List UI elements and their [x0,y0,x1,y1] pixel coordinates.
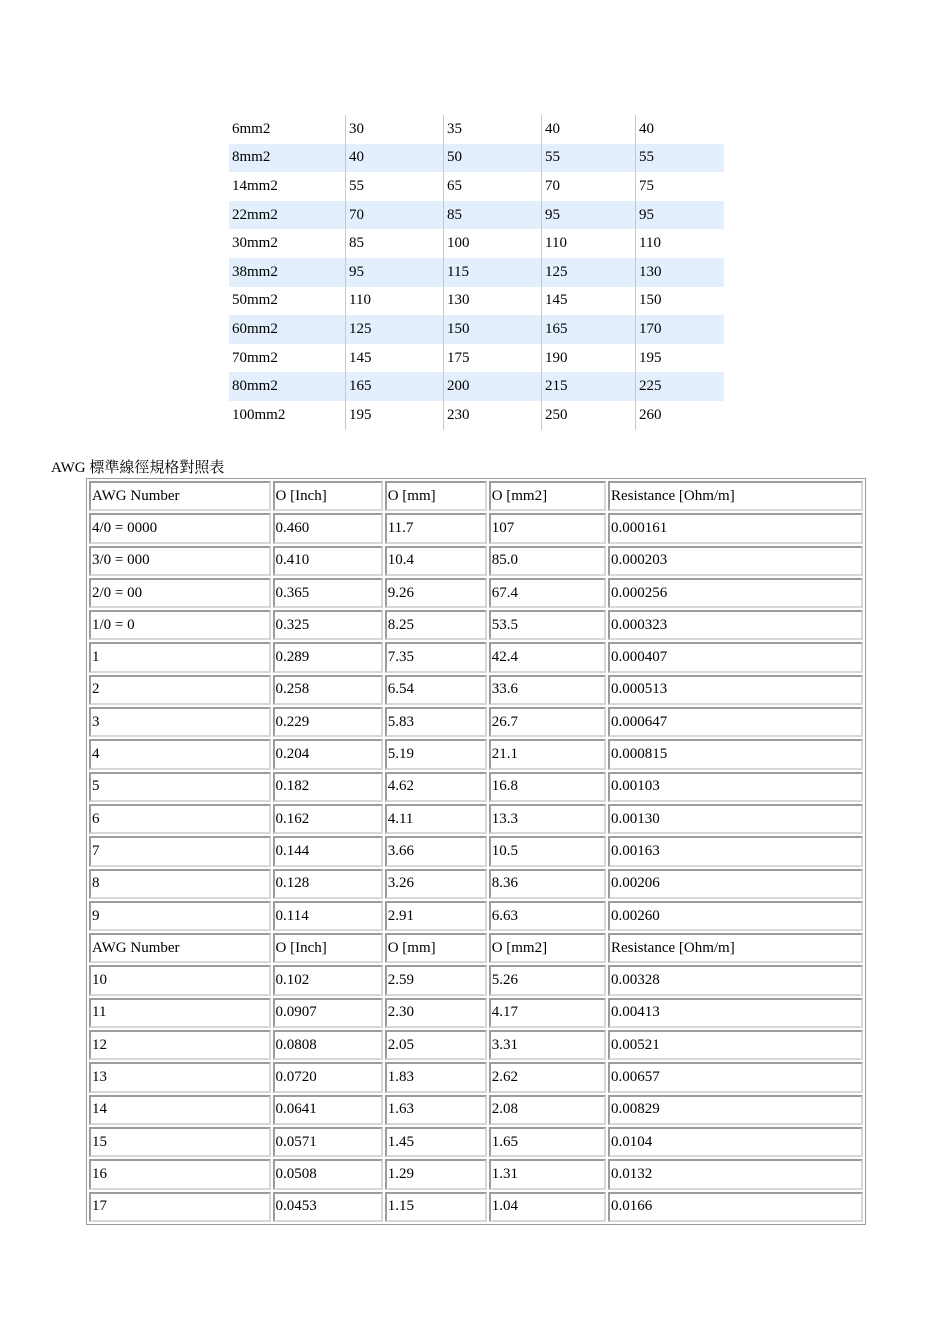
table-cell: 0.000203 [608,546,863,576]
table-cell: 0.00829 [608,1095,863,1125]
table-cell: 1.65 [489,1127,606,1157]
table-cell: 145 [542,287,636,316]
table-cell: 95 [346,258,444,287]
table-cell: 7.35 [385,642,487,672]
table-cell: 0.365 [273,578,383,608]
table-cell: 70 [346,201,444,230]
table-cell: O [Inch] [273,933,383,963]
table-cell: 14mm2 [232,177,278,194]
table-cell: 170 [636,315,725,344]
table-cell: 0.0641 [273,1095,383,1125]
table-cell: 125 [346,315,444,344]
table-cell: 100mm2 [232,406,286,423]
table-cell: 110 [346,287,444,316]
table-cell: 12 [89,1030,271,1060]
table-cell: 6mm2 [232,120,271,137]
table-cell: 0.0808 [273,1030,383,1060]
table-cell: 70 [542,172,636,201]
table-cell: 4 [89,739,271,769]
table-cell: 7 [89,836,271,866]
table-cell: 8.25 [385,610,487,640]
table-cell: AWG Number [89,481,271,511]
table-row [89,610,863,640]
table-cell: 0.000161 [608,513,863,543]
table-cell: 0.00657 [608,1062,863,1092]
table-row [89,965,863,995]
table-cell: O [mm] [385,933,487,963]
table-cell: 150 [636,287,725,316]
table-cell: Resistance [Ohm/m] [608,481,863,511]
table-cell: 0.000256 [608,578,863,608]
table-row [89,739,863,769]
awg-table [86,478,866,1225]
table-row [89,836,863,866]
table-row [89,869,863,899]
table-cell: 70mm2 [232,349,278,366]
table-cell: 5.26 [489,965,606,995]
table-cell: 95 [542,201,636,230]
table-cell: 1.63 [385,1095,487,1125]
table-cell: 10 [89,965,271,995]
table-cell: 8 [89,869,271,899]
table-cell: 15 [89,1127,271,1157]
table-cell: 75 [636,172,725,201]
table-cell: 0.00413 [608,998,863,1028]
table-row [89,675,863,705]
table-cell: 4.62 [385,772,487,802]
table-cell: 60mm2 [229,315,346,344]
table-row [89,1062,863,1092]
table-cell: 22mm2 [229,201,346,230]
table-cell: 2.62 [489,1062,606,1092]
table-cell: 85 [444,201,542,230]
table-cell: 0.410 [273,546,383,576]
table-cell: 0.0104 [608,1127,863,1157]
table-header-row [89,481,863,511]
table-cell: 0.00103 [608,772,863,802]
table-cell: 5 [89,772,271,802]
table-cell: 11.7 [385,513,487,543]
table-cell: 4/0 = 0000 [89,513,271,543]
table-cell: 10.4 [385,546,487,576]
table-cell: 8.36 [489,869,606,899]
table-cell: 53.5 [489,610,606,640]
table-row [89,804,863,834]
table-cell: 40 [636,115,725,144]
table-cell: 1.45 [385,1127,487,1157]
table-cell: 3.31 [489,1030,606,1060]
table-cell: 2/0 = 00 [89,578,271,608]
table-cell: 95 [636,201,725,230]
wire-size-table-body [229,115,724,430]
table-cell: 0.00130 [608,804,863,834]
table-cell: 0.229 [273,707,383,737]
table-row [229,229,724,258]
table-cell: 42.4 [489,642,606,672]
table-cell: 0.0508 [273,1159,383,1189]
table-cell: 0.000513 [608,675,863,705]
table-cell: 1/0 = 0 [89,610,271,640]
table-cell: 21.1 [489,739,606,769]
table-cell: 10.5 [489,836,606,866]
table-cell: 38mm2 [229,258,346,287]
table-cell: 100 [444,229,542,258]
table-cell: 80mm2 [229,372,346,401]
table-cell: 230 [444,401,542,430]
table-cell: 0.000323 [608,610,863,640]
table-row [229,258,724,287]
table-row [89,578,863,608]
table-cell: 130 [444,287,542,316]
table-cell: 107 [489,513,606,543]
table-cell: 2.59 [385,965,487,995]
table-cell: 0.460 [273,513,383,543]
table-cell: 0.128 [273,869,383,899]
table-cell: AWG Number [89,933,271,963]
table-cell: 0.0166 [608,1192,863,1222]
table-cell: 250 [542,401,636,430]
table-row [89,1095,863,1125]
table-cell: 2.05 [385,1030,487,1060]
table-cell: 30 [346,115,444,144]
table-cell: 175 [444,344,542,373]
table-cell: 115 [444,258,542,287]
table-cell: 0.204 [273,739,383,769]
table-cell: 125 [542,258,636,287]
table-cell: 13.3 [489,804,606,834]
table-cell: O [mm2] [489,481,606,511]
table-row [89,546,863,576]
table-cell: 1.83 [385,1062,487,1092]
table-row [229,287,724,316]
table-cell: 2 [89,675,271,705]
table-cell: 0.102 [273,965,383,995]
table-cell: 33.6 [489,675,606,705]
table-cell: 65 [444,172,542,201]
table-row [229,372,724,401]
table-row [89,707,863,737]
table-cell: 0.00521 [608,1030,863,1060]
table-cell: 5.83 [385,707,487,737]
table-cell: 0.00260 [608,901,863,931]
table-cell: 165 [346,372,444,401]
table-cell: 0.289 [273,642,383,672]
table-cell: 16 [89,1159,271,1189]
table-row [89,1127,863,1157]
table-row [89,901,863,931]
table-cell: 16.8 [489,772,606,802]
table-cell: 195 [346,401,444,430]
table-cell: 6.63 [489,901,606,931]
table-cell: 40 [346,144,444,173]
table-cell: 0.0132 [608,1159,863,1189]
table-row [229,315,724,344]
table-cell: 85.0 [489,546,606,576]
table-cell: Resistance [Ohm/m] [608,933,863,963]
table-cell: 130 [636,258,725,287]
table-cell: 1.31 [489,1159,606,1189]
table-cell: 200 [444,372,542,401]
table-cell: 0.000815 [608,739,863,769]
table-cell: 17 [89,1192,271,1222]
table-cell: 0.00163 [608,836,863,866]
table-row [89,998,863,1028]
table-cell: 55 [636,144,725,173]
table-cell: 9.26 [385,578,487,608]
table-row [89,1192,863,1222]
table-cell: 0.325 [273,610,383,640]
awg-table-body [89,481,863,1222]
table-cell: 0.182 [273,772,383,802]
table-cell: 55 [346,172,444,201]
table-cell: 9 [89,901,271,931]
table-cell: 8mm2 [229,144,346,173]
table-row [229,344,724,373]
table-cell: 4.11 [385,804,487,834]
table-cell: 1.04 [489,1192,606,1222]
table-cell: 11 [89,998,271,1028]
table-cell: 150 [444,315,542,344]
table-cell: 50mm2 [232,292,278,309]
table-cell: 50 [444,144,542,173]
table-cell: 1.15 [385,1192,487,1222]
wire-size-table [229,115,724,430]
table-row [89,772,863,802]
table-cell: 14 [89,1095,271,1125]
table-cell: 3.66 [385,836,487,866]
table-cell: 3 [89,707,271,737]
table-cell: 165 [542,315,636,344]
table-cell: O [mm2] [489,933,606,963]
table-row [229,115,724,144]
table-cell: 4.17 [489,998,606,1028]
table-cell: O [mm] [385,481,487,511]
table-cell: 260 [636,401,725,430]
table-row [229,401,724,430]
table-cell: 2.30 [385,998,487,1028]
table-cell: 6.54 [385,675,487,705]
table-cell: 5.19 [385,739,487,769]
table-cell: 0.162 [273,804,383,834]
table-cell: 145 [346,344,444,373]
table-cell: 225 [636,372,725,401]
table-cell: 215 [542,372,636,401]
table-cell: 110 [636,229,725,258]
table-cell: 3.26 [385,869,487,899]
table-cell: 3/0 = 000 [89,546,271,576]
table-cell: 190 [542,344,636,373]
table-cell: 0.0907 [273,998,383,1028]
table-header-row [89,933,863,963]
table-cell: 0.00206 [608,869,863,899]
table-cell: 55 [542,144,636,173]
table-row [89,1159,863,1189]
table-cell: 40 [542,115,636,144]
table-cell: 0.258 [273,675,383,705]
table-cell: 85 [346,229,444,258]
table-cell: 26.7 [489,707,606,737]
table-cell: 0.114 [273,901,383,931]
table-row [229,172,724,201]
table-cell: 1.29 [385,1159,487,1189]
table-cell: 0.144 [273,836,383,866]
table-cell: 35 [444,115,542,144]
table-cell: 0.0720 [273,1062,383,1092]
table-cell: 13 [89,1062,271,1092]
table-cell: 0.00328 [608,965,863,995]
table-cell: 67.4 [489,578,606,608]
table-row [89,642,863,672]
table-cell: 1 [89,642,271,672]
table-cell: 0.0571 [273,1127,383,1157]
table-cell: 2.91 [385,901,487,931]
table-cell: 6 [89,804,271,834]
table-cell: 0.000647 [608,707,863,737]
table-row [89,513,863,543]
table-cell: 0.000407 [608,642,863,672]
table-cell: 0.0453 [273,1192,383,1222]
table-cell: 30mm2 [232,235,278,252]
table-cell: 195 [636,344,725,373]
table-row [89,1030,863,1060]
table-cell: O [Inch] [273,481,383,511]
table-cell: 2.08 [489,1095,606,1125]
table-row [229,144,724,173]
awg-section-title: AWG 標準線徑規格對照表 [51,460,225,476]
table-cell: 110 [542,229,636,258]
table-row [229,201,724,230]
